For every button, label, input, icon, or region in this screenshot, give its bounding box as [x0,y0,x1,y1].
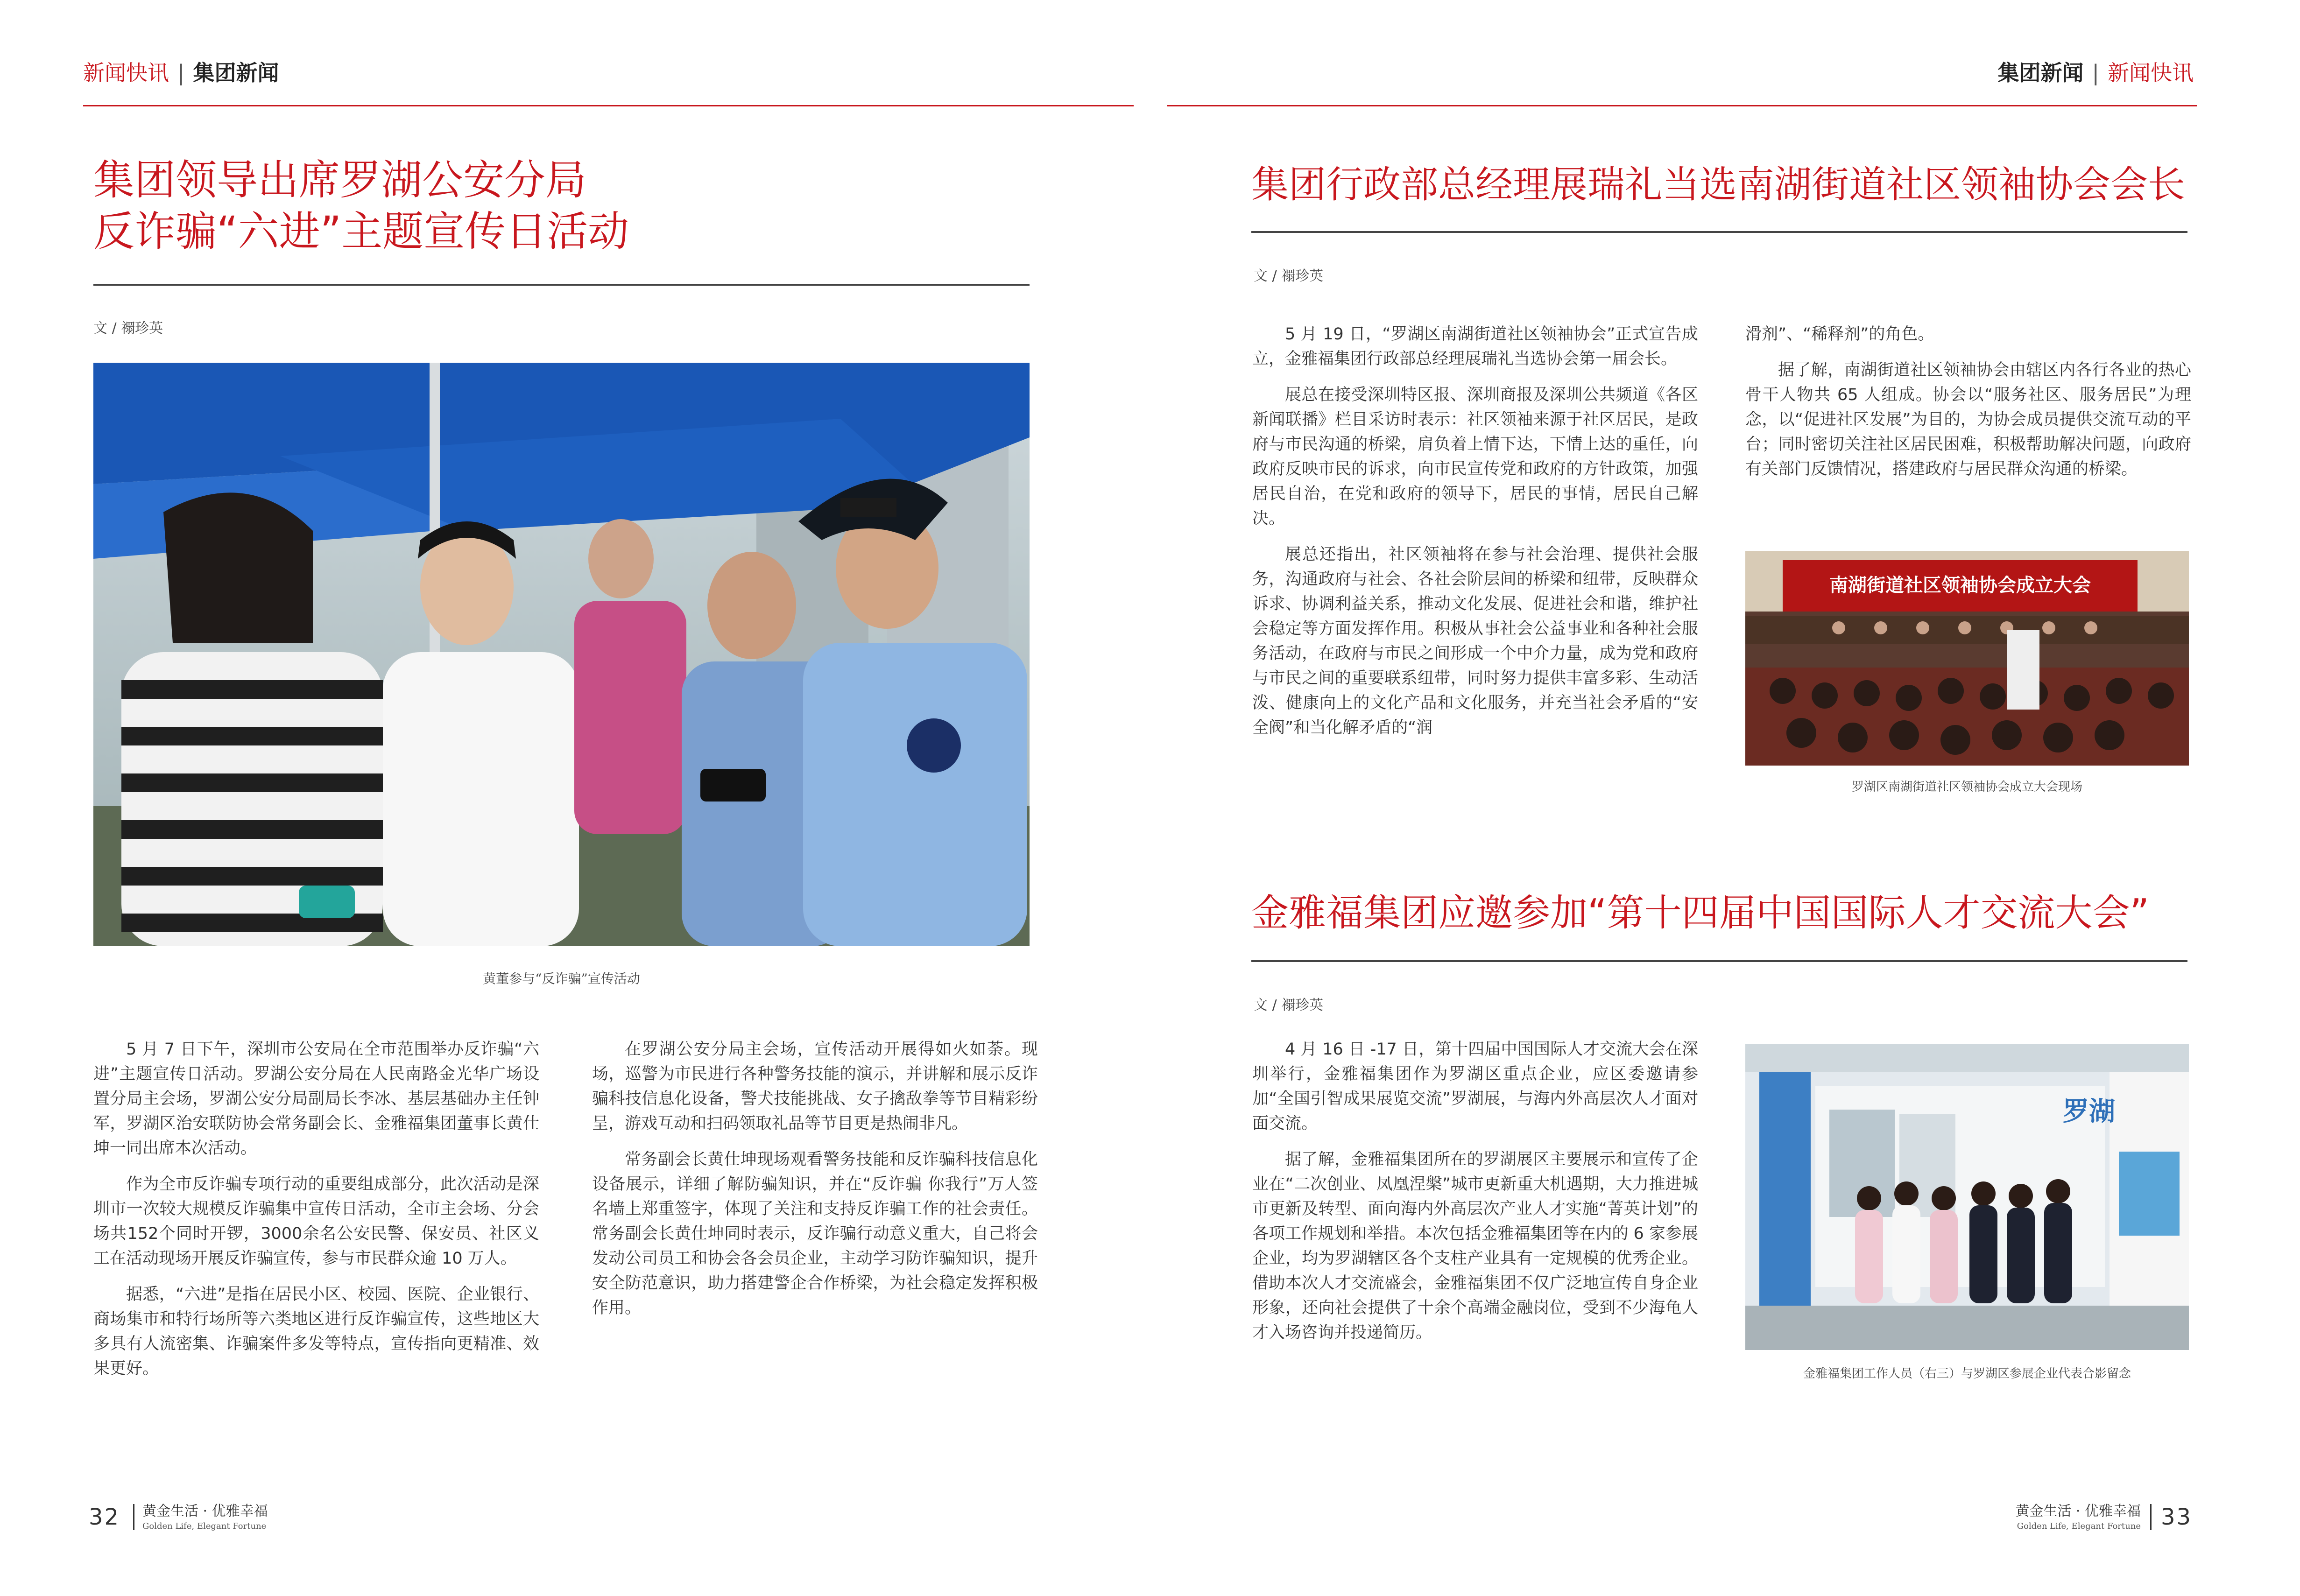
right-header-section-dark: 集团新闻 [1997,60,2084,85]
right-article2-column-1 [1252,1037,1698,1357]
booth-sign-text: 罗湖 [2063,1097,2115,1127]
left-header-section-dark: 集团新闻 [193,60,279,85]
right-a2-col1-paragraph: 据了解，金雅福集团所在的罗湖展区主要展示和宣传了企业在“二次创业、凤凰涅槃”城市更新重大机遇期，大力推进城市更新及转型、面向海内外高层次产业人才实施“菁英计划”的各项工作规划和举措。本次包括金雅福集团等在内的 6 家参展企业，均为罗湖辖区各个支柱产业具有一定规模的优秀企业。借助本次人才交流盛会，金雅福集团不仅广泛地宣传自身企业形象，还向社会提供了十余个高端金融岗位，受到不少海龟人才入场咨询并投递简历。 [1252,1150,1698,1342]
left-header-separator: | [177,60,185,85]
right-article2-byline: 文 / 禤珍英 [1254,997,1324,1013]
left-col2-paragraph: 在罗湖公安分局主会场，宣传活动开展得如火如荼。现场，巡警为市民进行各种警务技能的演示，并讲解和展示反诈骗科技信息化设备，警犬技能挑战、女子擒敌拳等节目精彩纷呈，游戏互动和扫码领取礼品等节目更是热闹非凡。 [592,1040,1038,1133]
right-footer-divider [2150,1504,2152,1530]
left-title-rule [93,284,1030,286]
left-col1-paragraph: 5 月 7 日下午，深圳市公安局在全市范围举办反诈骗“六进”主题宣传日活动。罗湖公安分局在人民南路金光华广场设置分局主会场，罗湖公安分局副局长李冰、基层基础办主任钟军，罗湖区治安联防协会常务副会长、金雅福集团董事长黄仕坤一同出席本次活动。 [93,1040,539,1158]
left-header [83,58,279,88]
right-article2-photo [1745,1044,2189,1350]
meeting-banner-text: 南湖街道社区领袖协会成立大会 [1829,575,2091,596]
right-a1-col1-paragraph: 5 月 19 日，“罗湖区南湖街道社区领袖协会”正式宣告成立，金雅福集团行政部总经理展瑞礼当选协会第一届会长。 [1252,325,1698,368]
right-header-rule [1167,105,2197,106]
right-brand-en: Golden Life, Elegant Fortune [2017,1521,2141,1531]
right-a1-col2-paragraph: 滑剂”、“稀释剂”的角色。 [1745,325,1934,344]
right-article2-rule [1251,960,2187,962]
exhibition-photo-illustration [1745,1044,2189,1350]
left-photo-illustration [93,363,1030,946]
right-header-section-red: 新闻快讯 [2108,60,2194,85]
right-article1-column-1 [1252,322,1698,752]
right-a1-col2-paragraph: 据了解，南湖街道社区领袖协会由辖区内各行各业的热心骨干人物共 65 人组成。协会以“服务社区、服务居民”为理念，以“促进社区发展”为目的，为协会成员提供交流互动的平台；同时密切关注社区居民困难，积极帮助解决问题，向政府有关部门反馈情况，搭建政府与居民群众沟通的桥梁。 [1745,361,2191,478]
right-article1-photo [1745,551,2189,766]
left-brand-en: Golden Life, Elegant Fortune [142,1521,267,1531]
left-col1-paragraph: 据悉，“六进”是指在居民小区、校园、医院、企业银行、商场集市和特行场所等六类地区进行反诈骗宣传，这些地区大多具有人流密集、诈骗案件多发等特点，宣传指向更精准、效果更好。 [93,1285,539,1378]
left-footer-brand [142,1504,268,1534]
left-article-title-line1: 集团领导出席罗湖公安分局 [93,156,587,204]
right-article2-photo-caption: 金雅福集团工作人员（右三）与罗湖区参展企业代表合影留念 [1803,1367,2131,1381]
right-a1-col1-paragraph: 展总在接受深圳特区报、深圳商报及深圳公共频道《各区新闻联播》栏目采访时表示：社区领袖来源于社区居民，是政府与市民沟通的桥梁，肩负着上情下达，下情上达的重任，向政府反映市民的诉求，向市民宣传党和政府的方针政策，加强居民自治，在党和政府的领导下，居民的事情，居民自己解决。 [1252,386,1698,528]
right-article1-photo-caption: 罗湖区南湖街道社区领袖协会成立大会现场 [1851,780,2082,794]
left-photo-caption: 黄董参与“反诈骗”宣传活动 [483,971,640,986]
left-header-rule [83,105,1134,106]
left-byline: 文 / 禤珍英 [93,320,163,337]
left-column-1 [93,1037,539,1392]
left-header-section-red: 新闻快讯 [83,60,169,85]
left-page-number: 32 [89,1504,120,1530]
left-column-2 [592,1037,1038,1332]
right-brand-cn: 黄金生活 · 优雅幸福 [2015,1503,2141,1519]
left-brand-cn: 黄金生活 · 优雅幸福 [142,1503,268,1519]
left-footer-divider [133,1504,134,1530]
right-article1-column-2 [1745,322,2191,493]
right-article1-byline: 文 / 禤珍英 [1254,268,1324,284]
left-col1-paragraph: 作为全市反诈骗专项行动的重要组成部分，此次活动是深圳市一次较大规模反诈骗集中宣传日活动，全市主会场、分会场共152个同时开锣，3000余名公安民警、保安员、社区义工在活动现场开展反诈骗宣传，参与市民群众逾 10 万人。 [93,1175,539,1268]
left-col2-paragraph: 常务副会长黄仕坤现场观看警务技能和反诈骗科技信息化设备展示，详细了解防骗知识，并在“反诈骗 你我行”万人签名墙上郑重签字，体现了关注和支持反诈骗工作的社会责任。常务副会长黄仕坤同时表示，反诈骗行动意义重大，自己将会发动公司员工和协会各会员企业，主动学习防诈骗知识，提升安全防范意识，助力搭建警企合作桥梁，为社会稳定发挥积极作用。 [592,1150,1038,1317]
right-footer-brand [2001,1504,2141,1534]
right-article2-title: 金雅福集团应邀参加“第十四届中国国际人才交流大会” [1251,891,2149,935]
right-header [1998,58,2194,88]
right-a2-col1-paragraph: 4 月 16 日 -17 日，第十四届中国国际人才交流大会在深圳举行，金雅福集团作为罗湖区重点企业，应区委邀请参加“全国引智成果展览交流”罗湖展，与海内外高层次人才面对面交流。 [1252,1040,1698,1133]
left-article-title-line2: 反诈骗“六进”主题宣传日活动 [93,207,629,255]
left-photo [93,363,1030,946]
right-page-number: 33 [2161,1504,2193,1530]
right-article1-rule [1251,231,2187,233]
right-a1-col1-paragraph: 展总还指出，社区领袖将在参与社会治理、提供社会服务，沟通政府与社会、各社会阶层间的桥梁和纽带，反映群众诉求、协调利益关系，推动文化发展、促进社会和谐，维护社会稳定等方面发挥作用。积极从事社会公益事业和各种社会服务活动，在政府与市民之间形成一个中介力量，成为党和政府与市民之间的重要联系纽带，同时努力提供丰富多彩、生动活泼、健康向上的文化产品和文化服务，并充当社会矛盾的“安全阀”和当化解矛盾的“润 [1252,545,1698,737]
right-header-separator: | [2092,60,2099,85]
right-article1-title: 集团行政部总经理展瑞礼当选南湖街道社区领袖协会会长 [1251,163,2185,206]
